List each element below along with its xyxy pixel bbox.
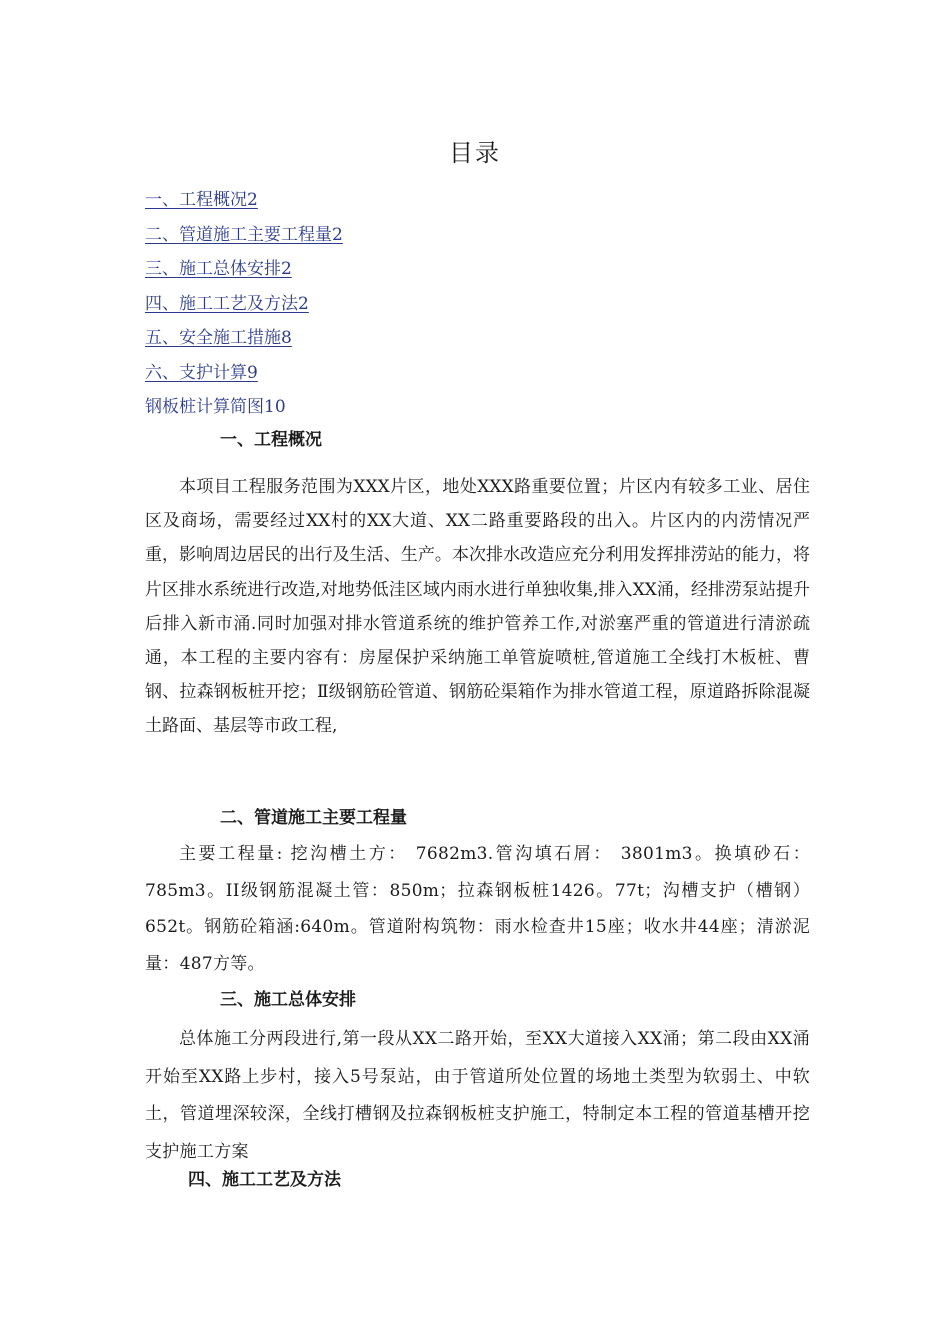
toc-link-6[interactable]: 六、支护计算9 — [145, 362, 258, 383]
section-body-3: 总体施工分两段进行,第一段从XX二路开始，至XX大道接入XX涌；第二段由XX涌开始至XX路上步村，接入5号泵站，由于管道所处位置的场地土类型为软弱土、中软土，管道埋深较深，全线打槽钢及拉森钢板桩支护施工，特制定本工程的管道基槽开挖支护施工方案 — [145, 1029, 810, 1162]
toc-title: 目录 — [449, 139, 501, 167]
section-heading-4: 四、施工工艺及方法 — [188, 1170, 341, 1190]
toc-link-2[interactable]: 二、管道施工主要工程量2 — [145, 224, 343, 245]
toc-link-7[interactable]: 钢板桩计算简图10 — [145, 397, 286, 417]
toc-link-3[interactable]: 三、施工总体安排2 — [145, 259, 292, 279]
table-of-contents — [145, 188, 805, 430]
section-heading-2: 二、管道施工主要工程量 — [220, 808, 407, 828]
toc-link-1[interactable]: 一、工程概况2 — [145, 190, 258, 210]
toc-link-4[interactable]: 四、施工工艺及方法2 — [145, 293, 309, 314]
section-heading-3: 三、施工总体安排 — [220, 990, 356, 1010]
section-body-2: 主要工程量: 挖沟槽土方： 7682m3.管沟填石屑： 3801m3。换填砂石：785m3。II级钢筋混凝土管：850m；拉森钢板桩1426。77t；沟槽支护（槽钢）652t。钢筋砼箱涵:640m。管道附构筑物：雨水检查井15座；收水井44座；清淤泥量：487方等。 — [145, 844, 810, 974]
section-heading-1: 一、工程概况 — [220, 430, 322, 450]
section-body-1: 本项目工程服务范围为XXX片区，地处XXX路重要位置；片区内有较多工业、居住区及商场，需要经过XX村的XX大道、XX二路重要路段的出入。片区内的内涝情况严重，影响周边居民的出行及生活、生产。本次排水改造应充分利用发挥排涝站的能力，将片区排水系统进行改造,对地势低洼区域内雨水进行单独收集,排入XX涌，经排涝泵站提升后排入新市涌.同时加强对排水管道系统的维护管养工作,对淤塞严重的管道进行清淤疏通，本工程的主要内容有：房屋保护采纳施工单管旋喷桩,管道施工全线打木板桩、曹钢、拉森钢板桩开挖；Ⅱ级钢筋砼管道、钢筋砼渠箱作为排水管道工程，原道路拆除混凝土路面、基层等市政工程, — [145, 477, 810, 737]
toc-link-5[interactable]: 五、安全施工措施8 — [145, 328, 292, 348]
